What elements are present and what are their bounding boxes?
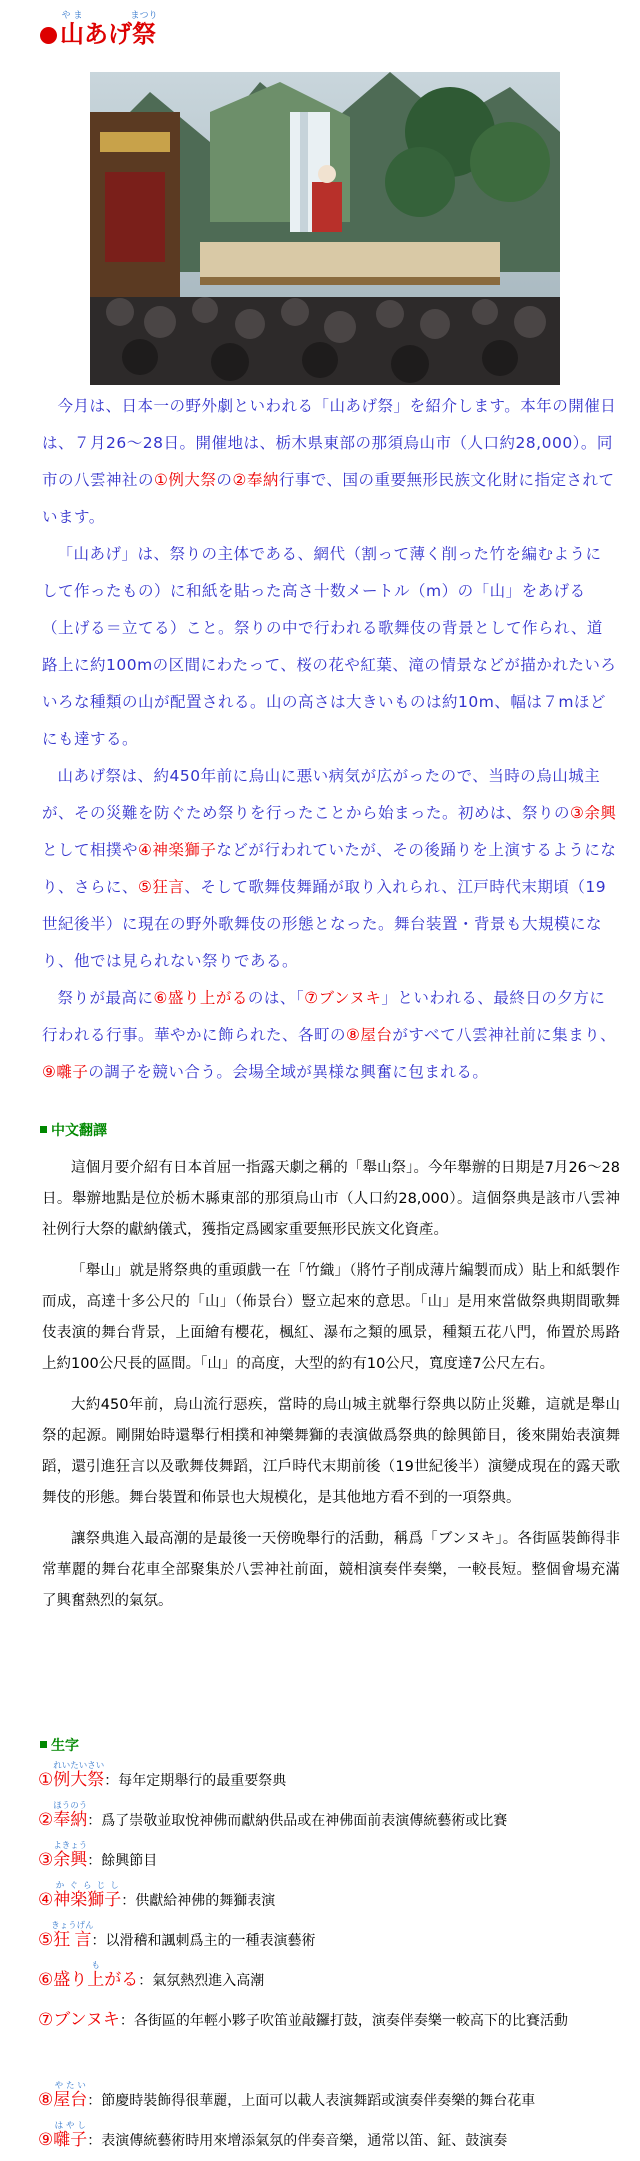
vocab-ref-9: ⑨囃子 — [42, 1063, 89, 1081]
chinese-heading: 中文翻譯 — [40, 1120, 107, 1140]
vocab-item: ②奉納ほうのう：爲了崇敬並取悅神佛而獻納供品或在神佛面前表演傳統藝術或比賽 — [38, 1801, 508, 1830]
japanese-article — [42, 388, 617, 1091]
vocab-item: ⑧屋台やたい：節慶時裝飾得很華麗，上面可以載人表演舞蹈或演奏伴奏樂的舞台花車 — [38, 2081, 536, 2110]
vocab-ref-5: ⑤狂言 — [138, 878, 185, 896]
zh-paragraph-1: 這個月要介紹有日本首屈一指露天劇之稱的「舉山祭」。今年舉辦的日期是7月26～28日。舉辦地點是位於栃木縣東部的那須烏山市（人口約28,000）。這個祭典是該市八雲神社例行大祭的獻納儀式，獲指定爲國家重要無形民族文化資產。 — [42, 1160, 620, 1238]
vocab-term: ブンヌキ — [53, 2010, 120, 2030]
zh-paragraph-2: 「舉山」就是將祭典的重頭戲一在「竹織」（將竹子削成薄片編製而成）貼上和紙製作而成，高達十多公尺的「山」（佈景台）豎立起來的意思。「山」是用來當做祭典期間歌舞伎表演的舞台背景，上面繪有櫻花，楓紅、瀑布之類的風景，種類五花八門，佈置於馬路上約100公尺長的區間。「山」的高度，大型的約有10公尺，寬度達7公尺左右。 — [42, 1263, 620, 1372]
jp-paragraph-2: 「山あげ」は、祭りの主体である、網代（割って薄く削った竹を編むようにして作ったもの）に和紙を貼った高さ十数メートル（m）の「山」をあげる（上げる＝立てる）こと。祭りの中で行われる歌舞伎の背景として作られ、道路上に約100mの区間にわたって、桜の花や紅葉、滝の情景などが描かれたいろいろな種類の山が配置される。山の高さは大きいものは約10m、幅は７mほどにも達する。 — [42, 545, 617, 748]
green-square-icon — [40, 1126, 47, 1133]
vocab-item: ⑥盛り上がるも：氣氛熱烈進入高潮 — [38, 1961, 265, 1990]
vocab-item: ⑤狂言きょうげん：以滑稽和諷刺爲主的一種表演藝術 — [38, 1921, 316, 1950]
vocab-item: ⑦ブンヌキ：各街區的年輕小夥子吹笛並敲鑼打鼓，演奏伴奏樂一較高下的比賽活動 — [38, 2010, 568, 2030]
vocab-item: ④神楽獅子かぐらじし：供獻給神佛的舞獅表演 — [38, 1881, 276, 1910]
title-text: 山やまあげ祭まつり — [60, 11, 158, 48]
zh-paragraph-3: 大約450年前，烏山流行惡疾，當時的烏山城主就舉行祭典以防止災難，這就是舉山祭的起源。剛開始時還舉行相撲和神樂舞獅的表演做爲祭典的餘興節目，後來開始表演舞蹈，還引進狂言以及歌舞伎舞蹈，江戶時代末期前後（19世紀後半）演變成現在的露天歌舞伎的形態。舞台裝置和佈景也大規模化，是其他地方看不到的一項祭典。 — [42, 1397, 620, 1506]
vocab-ref-4: ④神楽獅子 — [138, 841, 217, 859]
vocab-heading: 生字 — [40, 1735, 79, 1755]
jp-paragraph-1: 今月は、日本一の野外劇といわれる「山あげ祭」を紹介します。本年の開催日は、７月26～28日。開催地は、栃木県東部の那須烏山市（人口約28,000）。同市の八雲神社の①例大祭の②奉納行事で、国の重要無形民族文化財に指定されています。 — [42, 397, 617, 526]
vocab-term: 余興よきょう — [53, 1841, 88, 1870]
vocab-term: 例大祭れいたいさい — [53, 1761, 105, 1790]
vocab-ref-8: ⑧屋台 — [346, 1026, 393, 1044]
vocab-term: 奉納ほうのう — [53, 1801, 88, 1830]
vocab-ref-1: ①例大祭 — [154, 471, 217, 489]
vocab-item: ⑨囃子はやし：表演傳統藝術時用來增添氣氛的伴奏音樂，通常以笛、鉦、鼓演奏 — [38, 2121, 508, 2150]
vocab-item: ③余興よきょう：餘興節目 — [38, 1841, 158, 1870]
vocab-term: 狂言きょうげん — [51, 1921, 94, 1950]
vocab-item: ①例大祭れいたいさい：每年定期舉行的最重要祭典 — [38, 1761, 287, 1790]
vocab-ref-6: ⑥盛り上がる — [153, 989, 248, 1007]
festival-scene-image — [90, 72, 560, 385]
vocab-term: 屋台やたい — [53, 2081, 88, 2110]
vocab-term: 神楽獅子かぐらじし — [53, 1881, 122, 1910]
jp-paragraph-4: 祭りが最高に⑥盛り上がるのは、「⑦ブンヌキ」といわれる、最終日の夕方に行われる行事。華やかに飾られた、各町の⑧屋台がすべて八雲神社前に集まり、⑨囃子の調子を競い合う。会場全域が異様な興奮に包まれる。 — [42, 989, 617, 1081]
vocab-list — [38, 1760, 628, 2160]
page-title — [40, 4, 158, 50]
zh-paragraph-4: 讓祭典進入最高潮的是最後一天傍晚舉行的活動，稱爲「ブンヌキ」。各街區裝飾得非常華麗的舞台花車全部聚集於八雲神社前面，競相演奏伴奏樂，一較長短。整個會場充滿了興奮熱烈的氣氛。 — [42, 1531, 620, 1609]
vocab-ref-3: ③余興 — [570, 804, 617, 822]
vocab-term: 盛り上がるも — [53, 1961, 139, 1990]
vocab-ref-7: ⑦ブンヌキ — [304, 989, 382, 1007]
jp-paragraph-3: 山あげ祭は、約450年前に烏山に悪い病気が広がったので、当時の烏山城主が、その災難を防ぐため祭りを行ったことから始まった。初めは、祭りの③余興として相撲や④神楽獅子などが行われていたが、その後踊りを上演するようになり、さらに、⑤狂言、そして歌舞伎舞踊が取り入れられ、江戸時代末期頃（19世紀後半）に現在の野外歌舞伎の形態となった。舞台装置・背景も大規模になり、他では見られない祭りである。 — [42, 767, 617, 970]
festival-photo — [90, 72, 560, 385]
vocab-ref-2: ②奉納 — [232, 471, 279, 489]
red-dot-icon — [40, 27, 57, 44]
green-square-icon — [40, 1741, 47, 1748]
vocab-term: 囃子はやし — [53, 2121, 88, 2150]
chinese-article — [42, 1153, 620, 1627]
